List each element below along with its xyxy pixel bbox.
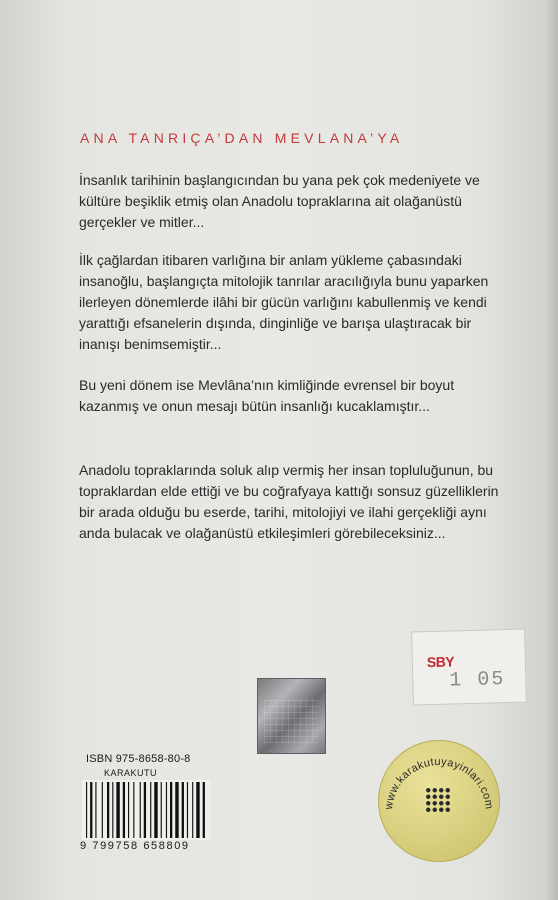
hologram-sticker <box>257 678 326 754</box>
barcode-bar <box>102 782 103 838</box>
barcode-bars <box>82 780 210 840</box>
barcode-bar <box>170 782 172 838</box>
price-sticker <box>411 629 527 706</box>
barcode-bar <box>187 782 188 838</box>
barcode-bar <box>150 782 151 838</box>
barcode-bar <box>161 782 162 838</box>
barcode-bar <box>192 782 193 838</box>
grid-dots-icon <box>425 787 451 813</box>
paragraph-2: İlk çağlardan itibaren varlığına bir anlam yükleme çabasındaki insanoğlu, başlangıçta mitolojik tanrılar aracılığıyla bunu yaparken ilerleyen dönemlerde ilâhi bir gücün varlığını kabullenmiş ve kendi yarattığı efsanelerin dışında, dinginliğe ve barışa ulaştıracak bir inanışı benimsemiştir... <box>79 252 489 352</box>
publisher-label: KARAKUTU <box>104 768 158 778</box>
barcode-bar <box>196 782 199 838</box>
isbn-label: ISBN 975-8658-80-8 <box>86 753 191 765</box>
barcode-bar <box>90 782 92 838</box>
hologram-pattern <box>264 699 318 743</box>
barcode-bar <box>95 782 96 838</box>
barcode-bar <box>166 782 167 838</box>
barcode-bar <box>123 782 125 838</box>
paragraph-4: Anadolu topraklarında soluk alıp vermiş her insan topluluğunun, bu topraklardan elde ettiği ve bu coğrafyaya kattığı sonsuz güzelliklerin bir arada olduğu bu eserde, tarihi, mitolojiyi ve ilahi gerçekliği aynı anda bulacak ve olağanüstü etkileşimleri görebileceksiniz... <box>79 462 499 541</box>
paragraph-1: İnsanlık tarihinin başlangıcından bu yana pek çok medeniyete ve kültüre beşiklik etmiş olan Anadolu topraklarına ait olağanüstü gerçekler ve mitler... <box>79 172 480 230</box>
barcode-bar <box>182 782 184 838</box>
barcode-bar <box>86 782 87 838</box>
barcode-bar <box>140 782 141 838</box>
barcode-number: 9 799758 658809 <box>80 840 190 852</box>
barcode-bar <box>144 782 146 838</box>
paragraph-3: Bu yeni dönem ise Mevlâna’nın kimliğinde evrensel bir boyut kazanmış ve onun mesajı bütün insanlığı kucaklamıştır... <box>79 377 455 414</box>
barcode <box>82 780 210 840</box>
barcode-bar <box>112 782 113 838</box>
barcode-bar <box>203 782 205 838</box>
barcode-bar <box>116 782 119 838</box>
barcode-bar <box>154 782 157 838</box>
barcode-bar <box>175 782 178 838</box>
cover-title: ANA TANRIÇA’DAN MEVLANA’YA <box>80 130 404 146</box>
barcode-bar <box>133 782 134 838</box>
spine-shadow <box>544 0 558 900</box>
barcode-bar <box>128 782 129 838</box>
barcode-bar <box>107 782 109 838</box>
badge-url: www.karakutuyayinlari.com <box>382 755 496 811</box>
sticker-code: SBY <box>426 653 455 671</box>
sticker-number: 1 05 <box>449 668 506 693</box>
